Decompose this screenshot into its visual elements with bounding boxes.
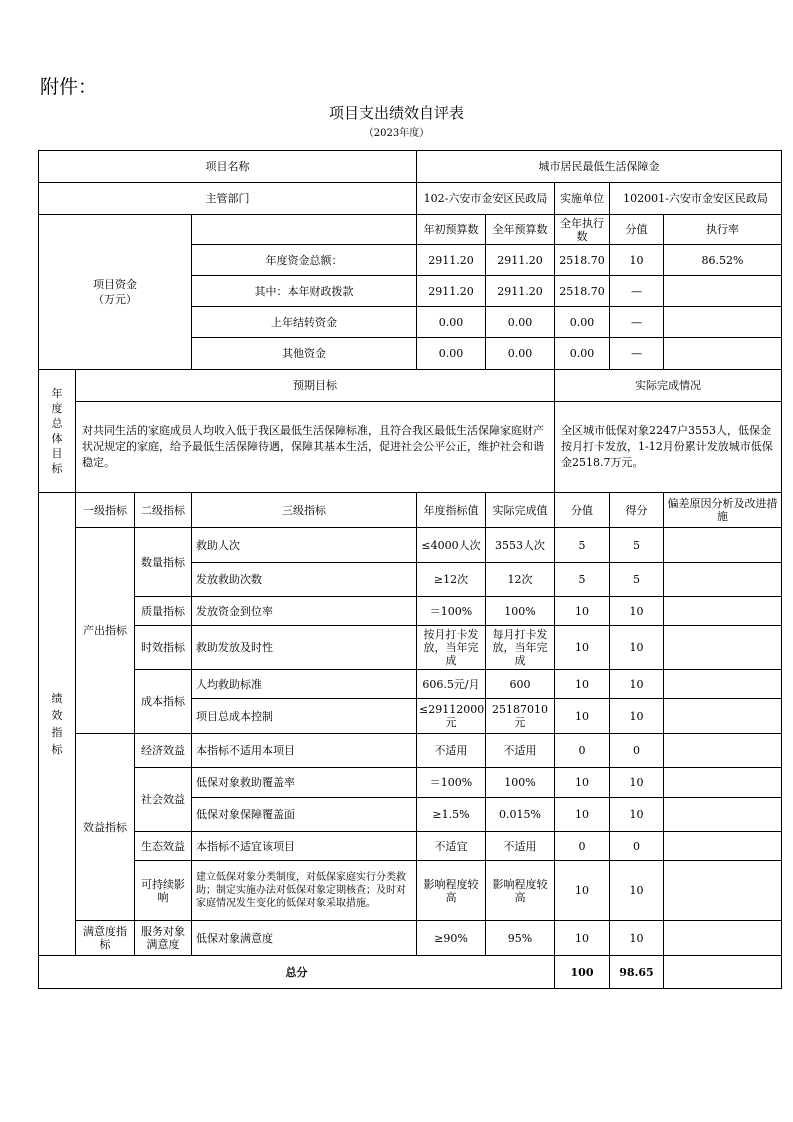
indicator-header: 年度指标值 <box>417 493 486 528</box>
impl-label: 实施单位 <box>555 183 610 215</box>
indicator-score: 0 <box>555 734 610 768</box>
indicator-name: 救助发放及时性 <box>192 626 417 670</box>
funds-cell: 10 <box>610 245 664 276</box>
indicator-got: 0 <box>610 734 664 768</box>
indicator-name: 发放资金到位率 <box>192 597 417 626</box>
level2-timeliness: 时效指标 <box>135 626 192 670</box>
indicator-target: 按月打卡发放，当年完成 <box>417 626 486 670</box>
level1-output: 产出指标 <box>76 528 135 734</box>
funds-header: 全年预算数 <box>486 215 555 245</box>
funds-cell: 0.00 <box>417 338 486 370</box>
indicator-actual: 0.015% <box>486 798 555 832</box>
indicator-name: 本指标不适用本项目 <box>192 734 417 768</box>
indicator-got: 10 <box>610 798 664 832</box>
funds-header: 执行率 <box>664 215 782 245</box>
indicator-score: 0 <box>555 832 610 861</box>
funds-label <box>39 215 192 370</box>
indicator-header: 三级指标 <box>192 493 417 528</box>
indicator-name: 项目总成本控制 <box>192 699 417 734</box>
indicator-score: 5 <box>555 528 610 563</box>
indicators-label: 绩效指标 <box>39 493 76 956</box>
indicator-target: 不适用 <box>417 734 486 768</box>
indicators-header-row <box>39 493 782 528</box>
indicator-deviation <box>664 861 782 921</box>
indicator-score: 10 <box>555 670 610 699</box>
indicator-deviation <box>664 734 782 768</box>
funds-cell: — <box>610 276 664 307</box>
indicator-actual: 不适用 <box>486 734 555 768</box>
indicator-name: 低保对象救助覆盖率 <box>192 768 417 798</box>
dept-value: 102-六安市金安区民政局 <box>417 183 555 215</box>
project-name-row <box>39 151 782 183</box>
level2-ecological: 生态效益 <box>135 832 192 861</box>
attachment-label: 附件： <box>40 76 98 98</box>
indicator-target: ≥1.5% <box>417 798 486 832</box>
indicator-header: 分值 <box>555 493 610 528</box>
indicator-got: 10 <box>610 670 664 699</box>
indicator-row <box>39 832 782 861</box>
indicator-got: 10 <box>610 699 664 734</box>
total-score: 100 <box>555 956 610 989</box>
indicator-deviation <box>664 798 782 832</box>
indicator-actual: 影响程度较高 <box>486 861 555 921</box>
funds-cell: 86.52% <box>664 245 782 276</box>
funds-cell: 2911.20 <box>486 245 555 276</box>
indicator-name: 救助人次 <box>192 528 417 563</box>
indicator-name: 低保对象满意度 <box>192 921 417 956</box>
indicator-got: 5 <box>610 563 664 597</box>
actual-result-text: 全区城市低保对象2247户3553人，低保金按月打卡发放，1-12月份累计发放城市低保金2518.7万元。 <box>555 402 782 493</box>
funds-row-label: 上年结转资金 <box>192 307 417 338</box>
funds-header-row <box>39 215 782 245</box>
funds-cell: — <box>610 338 664 370</box>
funds-cell: — <box>610 307 664 338</box>
indicator-row <box>39 861 782 921</box>
goals-label: 年度总体目标 <box>39 370 76 493</box>
goals-content-row <box>39 402 782 493</box>
funds-cell <box>664 307 782 338</box>
indicator-name: 建立低保对象分类制度，对低保家庭实行分类救助；制定实施办法对低保对象定期核查；及时对家庭情况发生变化的低保对象采取措施。 <box>192 861 417 921</box>
department-row <box>39 183 782 215</box>
funds-cell <box>664 338 782 370</box>
indicator-deviation <box>664 832 782 861</box>
level2-social: 社会效益 <box>135 768 192 832</box>
expected-goal-label: 预期目标 <box>76 370 555 402</box>
evaluation-table <box>38 150 782 989</box>
indicator-deviation <box>664 626 782 670</box>
funds-cell <box>664 276 782 307</box>
indicator-header: 一级指标 <box>76 493 135 528</box>
indicator-header: 偏差原因分析及改进措施 <box>664 493 782 528</box>
indicator-actual: 3553人次 <box>486 528 555 563</box>
indicator-target: ≤29112000元 <box>417 699 486 734</box>
indicator-deviation <box>664 921 782 956</box>
indicator-row <box>39 670 782 699</box>
indicator-deviation <box>664 597 782 626</box>
indicator-actual: 每月打卡发放，当年完成 <box>486 626 555 670</box>
funds-cell: 2518.70 <box>555 276 610 307</box>
indicator-header: 得分 <box>610 493 664 528</box>
form-title: 项目支出绩效自评表 <box>328 104 464 122</box>
indicator-actual: 12次 <box>486 563 555 597</box>
indicator-target: ≥12次 <box>417 563 486 597</box>
project-name-value: 城市居民最低生活保障金 <box>417 151 782 183</box>
indicator-target: ≤4000人次 <box>417 528 486 563</box>
level2-quantity: 数量指标 <box>135 528 192 597</box>
funds-cell: 0.00 <box>486 338 555 370</box>
indicator-row <box>39 528 782 563</box>
funds-cell: 0.00 <box>417 307 486 338</box>
indicator-score: 10 <box>555 626 610 670</box>
indicator-actual: 600 <box>486 670 555 699</box>
indicator-score: 5 <box>555 563 610 597</box>
funds-cell: 2911.20 <box>486 276 555 307</box>
funds-cell: 0.00 <box>486 307 555 338</box>
indicator-name: 人均救助标准 <box>192 670 417 699</box>
indicator-name: 本指标不适宜该项目 <box>192 832 417 861</box>
indicator-deviation <box>664 528 782 563</box>
goals-header-row <box>39 370 782 402</box>
indicator-got: 10 <box>610 861 664 921</box>
indicator-score: 10 <box>555 861 610 921</box>
indicator-score: 10 <box>555 699 610 734</box>
funds-unit: （万元） <box>93 293 137 306</box>
indicator-row <box>39 626 782 670</box>
indicator-got: 10 <box>610 597 664 626</box>
funds-row-label: 其中：本年财政拨款 <box>192 276 417 307</box>
indicator-name: 低保对象保障覆盖面 <box>192 798 417 832</box>
funds-cell: 2518.70 <box>555 245 610 276</box>
indicator-target: ≥90% <box>417 921 486 956</box>
indicator-actual: 95% <box>486 921 555 956</box>
indicator-got: 5 <box>610 528 664 563</box>
indicator-got: 10 <box>610 921 664 956</box>
funds-row-label: 其他资金 <box>192 338 417 370</box>
indicator-got: 10 <box>610 626 664 670</box>
funds-header: 分值 <box>610 215 664 245</box>
funds-cell: 0.00 <box>555 307 610 338</box>
indicator-row <box>39 921 782 956</box>
level2-service-satisfaction: 服务对象满意度 <box>135 921 192 956</box>
funds-header-empty <box>192 215 417 245</box>
funds-row-label: 年度资金总额： <box>192 245 417 276</box>
indicator-deviation <box>664 563 782 597</box>
indicator-target: 不适宜 <box>417 832 486 861</box>
project-name-label: 项目名称 <box>39 151 417 183</box>
level2-quality: 质量指标 <box>135 597 192 626</box>
dept-label: 主管部门 <box>39 183 417 215</box>
indicator-deviation <box>664 699 782 734</box>
indicator-got: 10 <box>610 768 664 798</box>
level2-economic: 经济效益 <box>135 734 192 768</box>
indicator-score: 10 <box>555 597 610 626</box>
actual-result-label: 实际完成情况 <box>555 370 782 402</box>
indicator-actual: 25187010元 <box>486 699 555 734</box>
indicator-header: 实际完成值 <box>486 493 555 528</box>
indicator-header: 二级指标 <box>135 493 192 528</box>
level2-sustainable: 可持续影响 <box>135 861 192 921</box>
indicator-name: 发放救助次数 <box>192 563 417 597</box>
funds-cell: 2911.20 <box>417 276 486 307</box>
funds-label-text: 项目资金 <box>93 278 137 291</box>
indicator-target: ＝100% <box>417 597 486 626</box>
indicator-actual: 100% <box>486 768 555 798</box>
indicator-row <box>39 768 782 798</box>
indicator-row <box>39 734 782 768</box>
funds-header: 全年执行数 <box>555 215 610 245</box>
level1-satisfaction: 满意度指标 <box>76 921 135 956</box>
total-row <box>39 956 782 989</box>
level2-cost: 成本指标 <box>135 670 192 734</box>
indicator-got: 0 <box>610 832 664 861</box>
level1-benefit: 效益指标 <box>76 734 135 921</box>
indicator-score: 10 <box>555 768 610 798</box>
form-year: （2023年度） <box>363 128 430 139</box>
indicator-target: 影响程度较高 <box>417 861 486 921</box>
total-got: 98.65 <box>610 956 664 989</box>
indicator-score: 10 <box>555 798 610 832</box>
funds-header: 年初预算数 <box>417 215 486 245</box>
indicator-actual: 不适用 <box>486 832 555 861</box>
indicator-actual: 100% <box>486 597 555 626</box>
indicator-score: 10 <box>555 921 610 956</box>
indicator-target: 606.5元/月 <box>417 670 486 699</box>
indicator-deviation <box>664 670 782 699</box>
indicator-deviation <box>664 768 782 798</box>
funds-cell: 2911.20 <box>417 245 486 276</box>
total-label: 总分 <box>39 956 555 989</box>
funds-cell: 0.00 <box>555 338 610 370</box>
total-deviation <box>664 956 782 989</box>
indicator-row <box>39 597 782 626</box>
impl-value: 102001-六安市金安区民政局 <box>610 183 782 215</box>
expected-goal-text: 对共同生活的家庭成员人均收入低于我区最低生活保障标准，且符合我区最低生活保障家庭财产状况规定的家庭，给予最低生活保障待遇，保障其基本生活，促进社会公平公正，维护社会和谐稳定。 <box>76 402 555 493</box>
indicator-target: ＝100% <box>417 768 486 798</box>
